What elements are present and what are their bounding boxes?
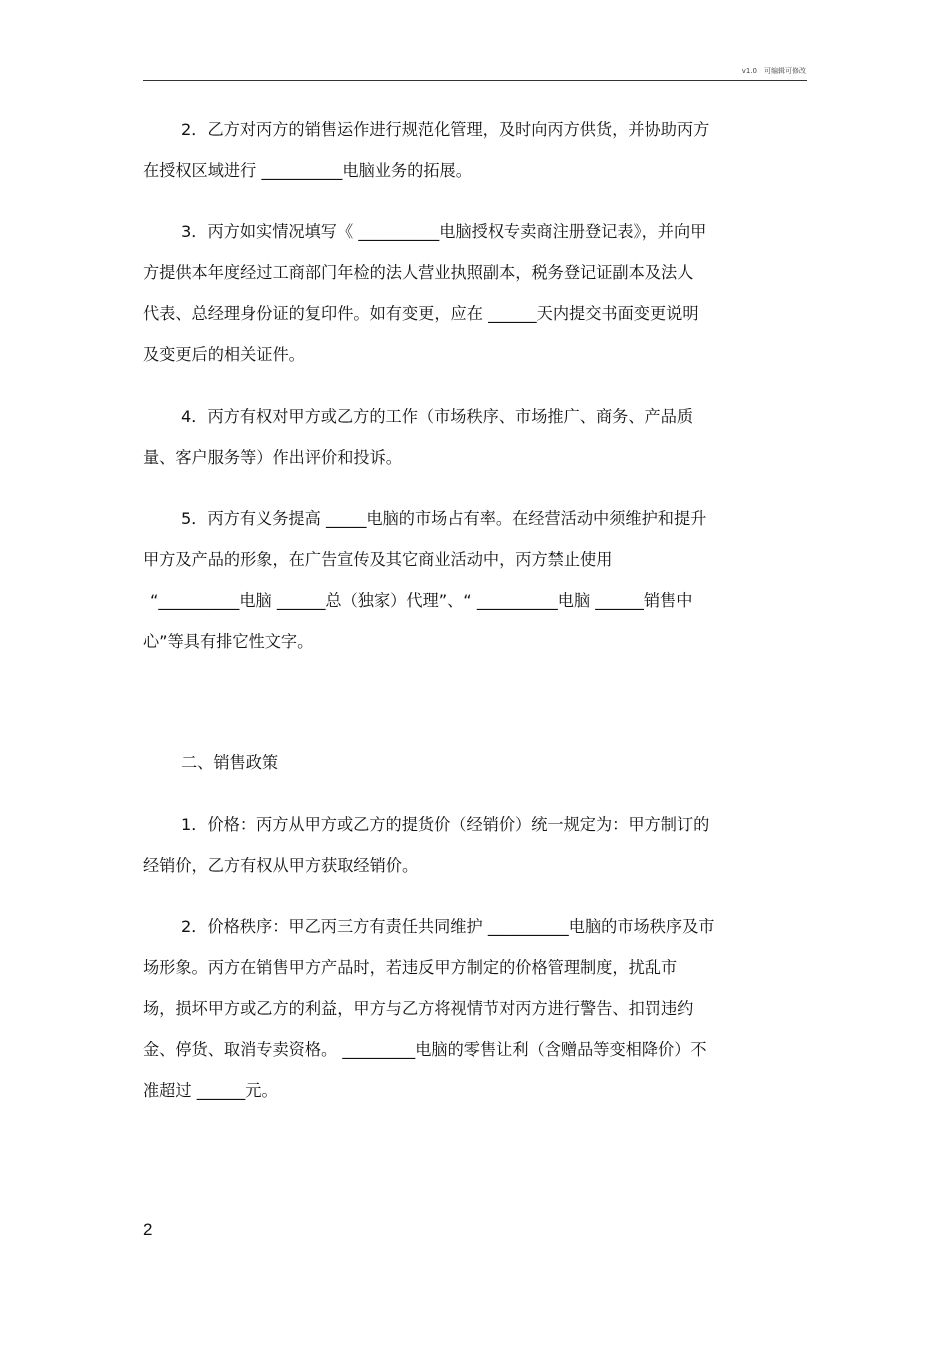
policy-1-line-1: 1．价格：丙方从甲方或乙方的提货价（经销价）统一规定为：甲方制订的 [181, 815, 710, 834]
page-number: 2 [143, 1220, 153, 1239]
clause-3-line-2: 方提供本年度经过工商部门年检的法人营业执照副本，税务登记证副本及法人 [143, 263, 694, 282]
policy-2-line-3: 场，损坏甲方或乙方的利益，甲方与乙方将视情节对丙方进行警告、扣罚违约 [143, 999, 694, 1018]
section-heading-sales-policy: 二、销售政策 [181, 753, 279, 772]
policy-2-line-1: 2．价格秩序：甲乙丙三方有责任共同维护 __________电脑的市场秩序及市 [181, 917, 715, 936]
clause-3-line-4: 及变更后的相关证件。 [143, 345, 305, 364]
header-divider [143, 80, 807, 81]
clause-3-line-3: 代表、总经理身份证的复印件。如有变更，应在 ______天内提交书面变更说明 [143, 304, 699, 323]
clause-4-line-2: 量、客户服务等）作出评价和投诉。 [143, 448, 402, 467]
clause-2-line-2: 在授权区域进行 __________电脑业务的拓展。 [143, 161, 472, 180]
clause-3-line-1: 3．丙方如实情况填写《 __________电脑授权专卖商注册登记表》，并向甲 [181, 222, 707, 241]
clause-2-line-1: 2．乙方对丙方的销售运作进行规范化管理，及时向丙方供货，并协助丙方 [181, 120, 710, 139]
policy-2-line-4: 金、停货、取消专卖资格。 _________电脑的零售让利（含赠品等变相降价）不 [143, 1040, 707, 1059]
clause-5-line-1: 5．丙方有义务提高 _____电脑的市场占有率。在经营活动中须维护和提升 [181, 509, 707, 528]
policy-2-line-2: 场形象。丙方在销售甲方产品时，若违反甲方制定的价格管理制度，扰乱市 [143, 958, 678, 977]
clause-5-line-2: 甲方及产品的形象，在广告宣传及其它商业活动中，丙方禁止使用 [143, 550, 613, 569]
policy-1-line-2: 经销价，乙方有权从甲方获取经销价。 [143, 856, 419, 875]
policy-2-line-5: 准超过 ______元。 [143, 1081, 278, 1100]
header-version-tag: v1.0 可编辑可修改 [741, 67, 806, 75]
clause-5-line-3: “__________电脑 ______总（独家）代理”、“ __________电脑 ______销售中 [150, 591, 693, 610]
clause-4-line-1: 4．丙方有权对甲方或乙方的工作（市场秩序、市场推广、商务、产品质 [181, 407, 694, 426]
clause-5-line-4: 心”等具有排它性文字。 [143, 632, 314, 651]
